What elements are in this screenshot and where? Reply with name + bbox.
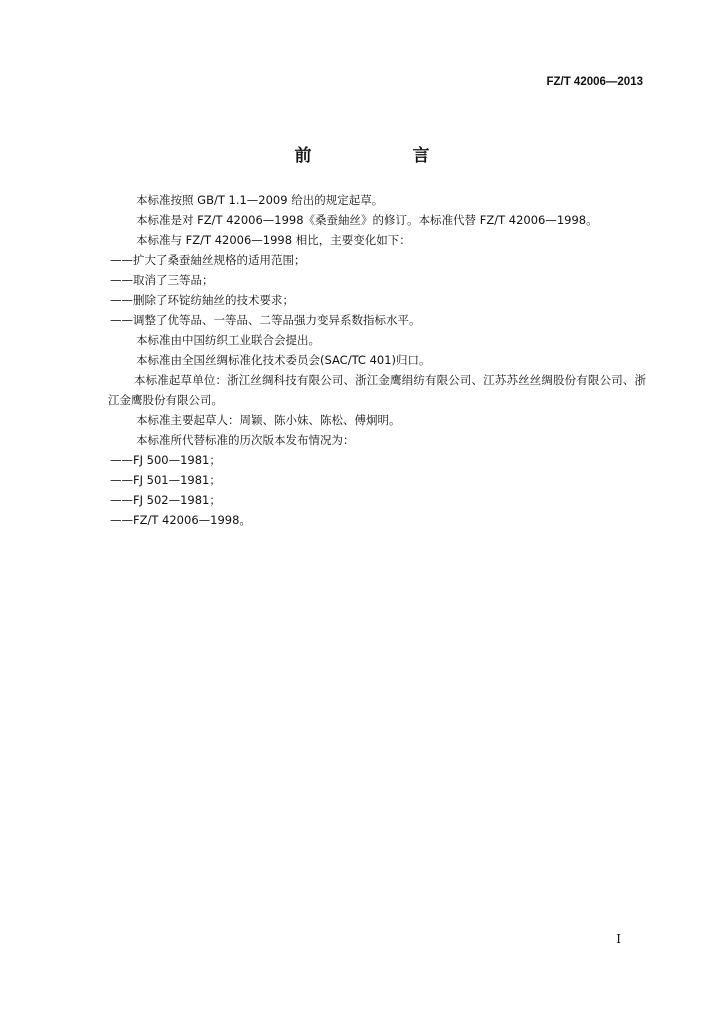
list-item: ——删除了环锭纺紬丝的技术要求；	[110, 293, 294, 307]
page-title: 前 言	[294, 146, 472, 166]
list-item: ——扩大了桑蚕紬丝规格的适用范围；	[110, 253, 306, 267]
list-item: ——取消了三等品；	[110, 273, 214, 287]
paragraph: 本标准由中国纺织工业联合会提出。	[136, 333, 320, 347]
list-item: ——FJ 500—1981；	[110, 453, 221, 467]
standard-code: FZ/T 42006—2013	[546, 76, 643, 88]
list-item: ——FJ 501—1981；	[110, 473, 221, 487]
paragraph: 本标准由全国丝绸标准化技术委员会(SAC/TC 401)归口。	[136, 353, 431, 367]
paragraph: 本标准与 FZ/T 42006—1998 相比，主要变化如下：	[136, 233, 411, 247]
page-number: I	[616, 932, 621, 946]
paragraph: 本标准所代替标准的历次版本发布情况为：	[136, 433, 355, 447]
list-item: ——FZ/T 42006—1998。	[110, 513, 251, 527]
paragraph: 本标准起草单位：浙江丝绸科技有限公司、浙江金鹰绢纺有限公司、江苏苏丝丝绸股份有限公司、浙江金鹰股份有限公司。	[108, 373, 646, 407]
list-item: ——FJ 502—1981；	[110, 493, 221, 507]
document-body	[110, 190, 646, 530]
list-item: ——调整了优等品、一等品、二等品强力变异系数指标水平。	[110, 313, 421, 327]
paragraph: 本标准主要起草人：周颖、陈小妹、陈松、傅炯明。	[136, 413, 401, 427]
paragraph: 本标准按照 GB/T 1.1—2009 给出的规定起草。	[136, 193, 384, 207]
paragraph: 本标准是对 FZ/T 42006—1998《桑蚕紬丝》的修订。本标准代替 FZ/T 42006—1998。	[136, 213, 598, 227]
